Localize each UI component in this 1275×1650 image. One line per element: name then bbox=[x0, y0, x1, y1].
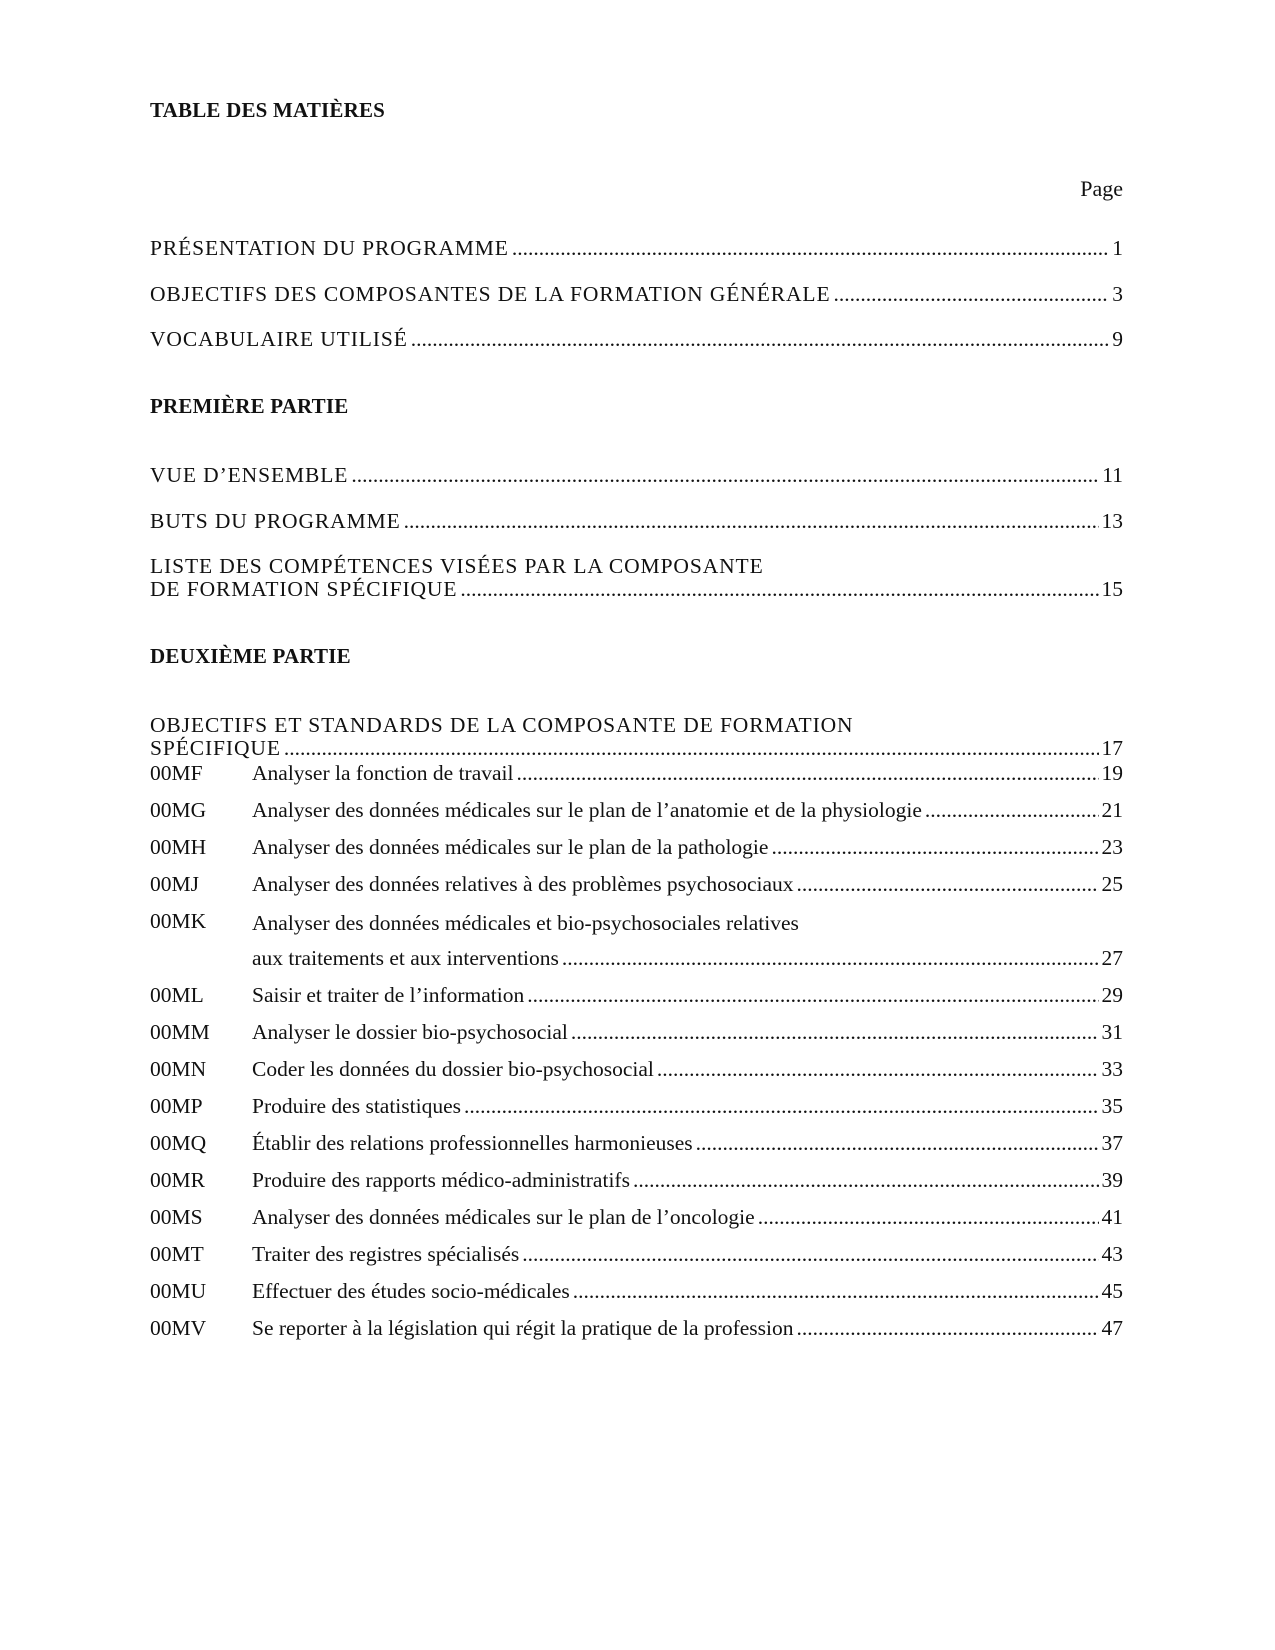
page-number: 31 bbox=[1101, 1020, 1123, 1044]
page-number: 27 bbox=[1101, 946, 1123, 970]
objective-00MM[interactable]: 00MM Analyser le dossier bio-psychosocial ..... 31 bbox=[150, 1020, 1123, 1050]
page-number: 17 bbox=[1101, 736, 1123, 760]
objective-code: 00ML bbox=[150, 983, 204, 1007]
objective-code: 00MG bbox=[150, 798, 207, 822]
objective-code: 00MS bbox=[150, 1205, 203, 1229]
page-number: 45 bbox=[1101, 1279, 1123, 1303]
objective-00MT[interactable]: 00MT Traiter des registres spécialisés ..... 43 bbox=[150, 1242, 1123, 1272]
objective-code: 00MQ bbox=[150, 1131, 207, 1155]
page-number: 11 bbox=[1102, 463, 1123, 487]
objective-code: 00MJ bbox=[150, 872, 199, 896]
page-number: 21 bbox=[1101, 798, 1123, 822]
objective-code: 00MN bbox=[150, 1057, 207, 1081]
page-number: 35 bbox=[1101, 1094, 1123, 1118]
dot-leader bbox=[517, 761, 1099, 786]
dot-leader bbox=[284, 737, 1099, 759]
dot-leader bbox=[464, 1094, 1098, 1119]
objective-code: 00MP bbox=[150, 1094, 203, 1118]
page-number: 15 bbox=[1101, 577, 1123, 601]
page-number: 3 bbox=[1112, 282, 1123, 306]
objective-00MQ[interactable]: 00MQ Établir des relations professionnelles harmonieuses ..... 37 bbox=[150, 1131, 1123, 1161]
page-number: 33 bbox=[1101, 1057, 1123, 1081]
page-column-label: Page bbox=[1080, 176, 1123, 201]
page-number: 47 bbox=[1101, 1316, 1123, 1340]
objective-00MN[interactable]: 00MN Coder les données du dossier bio-psychosocial ..... 33 bbox=[150, 1057, 1123, 1087]
dot-leader bbox=[351, 463, 1099, 488]
page-number: 19 bbox=[1101, 761, 1123, 785]
objective-00MJ[interactable]: 00MJ Analyser des données relatives à des problèmes psychosociaux ..... 25 bbox=[150, 872, 1123, 902]
dot-leader bbox=[404, 509, 1099, 534]
objective-code: 00MK bbox=[150, 909, 207, 933]
toc-entry-presentation[interactable]: PRÉSENTATION DU PROGRAMME ..... 1 bbox=[150, 236, 1123, 261]
dot-leader bbox=[758, 1205, 1099, 1230]
page-number: 9 bbox=[1112, 327, 1123, 351]
objective-code: 00MT bbox=[150, 1242, 204, 1266]
dot-leader bbox=[834, 282, 1110, 307]
page-number: 37 bbox=[1101, 1131, 1123, 1155]
page-number: 43 bbox=[1101, 1242, 1123, 1266]
dot-leader bbox=[925, 798, 1099, 823]
dot-leader bbox=[571, 1020, 1099, 1045]
page-number: 23 bbox=[1101, 835, 1123, 859]
objective-00ML[interactable]: 00ML Saisir et traiter de l’information ..... 29 bbox=[150, 983, 1123, 1013]
objective-00MR[interactable]: 00MR Produire des rapports médico-administratifs ..... 39 bbox=[150, 1168, 1123, 1198]
page-number: 13 bbox=[1101, 509, 1123, 533]
objective-00MV[interactable]: 00MV Se reporter à la législation qui régit la pratique de la profession ..... 47 bbox=[150, 1316, 1123, 1346]
objective-00MG[interactable]: 00MG Analyser des données médicales sur le plan de l’anatomie et de la physiologie ..... 21 bbox=[150, 798, 1123, 828]
objective-00MH[interactable]: 00MH Analyser des données médicales sur le plan de la pathologie ..... 23 bbox=[150, 835, 1123, 865]
objective-code: 00MM bbox=[150, 1020, 210, 1044]
page-number: 39 bbox=[1101, 1168, 1123, 1192]
objective-00MF[interactable]: 00MF Analyser la fonction de travail ..... 19 bbox=[150, 761, 1123, 791]
toc-entry-vocabulaire[interactable]: VOCABULAIRE UTILISÉ ..... 9 bbox=[150, 327, 1123, 352]
dot-leader bbox=[460, 578, 1098, 600]
objective-00MK[interactable]: 00MK Analyser des données médicales et bio-psychosociales relatives aux traitements et aux interventions ..... 27 bbox=[150, 909, 1123, 977]
dot-leader bbox=[797, 872, 1099, 897]
dot-leader bbox=[411, 327, 1109, 352]
page-number: 25 bbox=[1101, 872, 1123, 896]
objective-code: 00MH bbox=[150, 835, 207, 859]
toc-entry-objectifs-standards[interactable]: OBJECTIFS ET STANDARDS DE LA COMPOSANTE DE FORMATION SPÉCIFIQUE ..... 17 bbox=[150, 713, 1123, 759]
part2-heading: DEUXIÈME PARTIE bbox=[150, 644, 351, 668]
toc-entry-vue-ensemble[interactable]: VUE D’ENSEMBLE ..... 11 bbox=[150, 463, 1123, 488]
part1-heading: PREMIÈRE PARTIE bbox=[150, 394, 349, 418]
objective-code: 00MU bbox=[150, 1279, 207, 1303]
toc-entry-buts[interactable]: BUTS DU PROGRAMME ..... 13 bbox=[150, 509, 1123, 534]
dot-leader bbox=[771, 835, 1098, 860]
toc-title: TABLE DES MATIÈRES bbox=[150, 98, 386, 122]
dot-leader bbox=[696, 1131, 1099, 1156]
dot-leader bbox=[797, 1316, 1099, 1341]
objective-code: 00MV bbox=[150, 1316, 207, 1340]
objective-code: 00MF bbox=[150, 761, 203, 785]
objective-00MP[interactable]: 00MP Produire des statistiques ..... 35 bbox=[150, 1094, 1123, 1124]
dot-leader bbox=[522, 1242, 1098, 1267]
dot-leader bbox=[527, 983, 1098, 1008]
dot-leader bbox=[633, 1168, 1099, 1193]
objective-code: 00MR bbox=[150, 1168, 205, 1192]
toc-entry-objectifs-generale[interactable]: OBJECTIFS DES COMPOSANTES DE LA FORMATION GÉNÉRALE ..... 3 bbox=[150, 282, 1123, 307]
page-number: 41 bbox=[1101, 1205, 1123, 1229]
objective-00MU[interactable]: 00MU Effectuer des études socio-médicales ..... 45 bbox=[150, 1279, 1123, 1309]
dot-leader bbox=[562, 946, 1099, 971]
page-number: 29 bbox=[1101, 983, 1123, 1007]
page-number: 1 bbox=[1112, 236, 1123, 260]
dot-leader bbox=[573, 1279, 1099, 1304]
toc-entry-liste-competences[interactable]: LISTE DES COMPÉTENCES VISÉES PAR LA COMPOSANTE DE FORMATION SPÉCIFIQUE ..... 15 bbox=[150, 554, 1123, 600]
dot-leader bbox=[657, 1057, 1099, 1082]
dot-leader bbox=[512, 236, 1109, 261]
objective-00MS[interactable]: 00MS Analyser des données médicales sur le plan de l’oncologie ..... 41 bbox=[150, 1205, 1123, 1235]
